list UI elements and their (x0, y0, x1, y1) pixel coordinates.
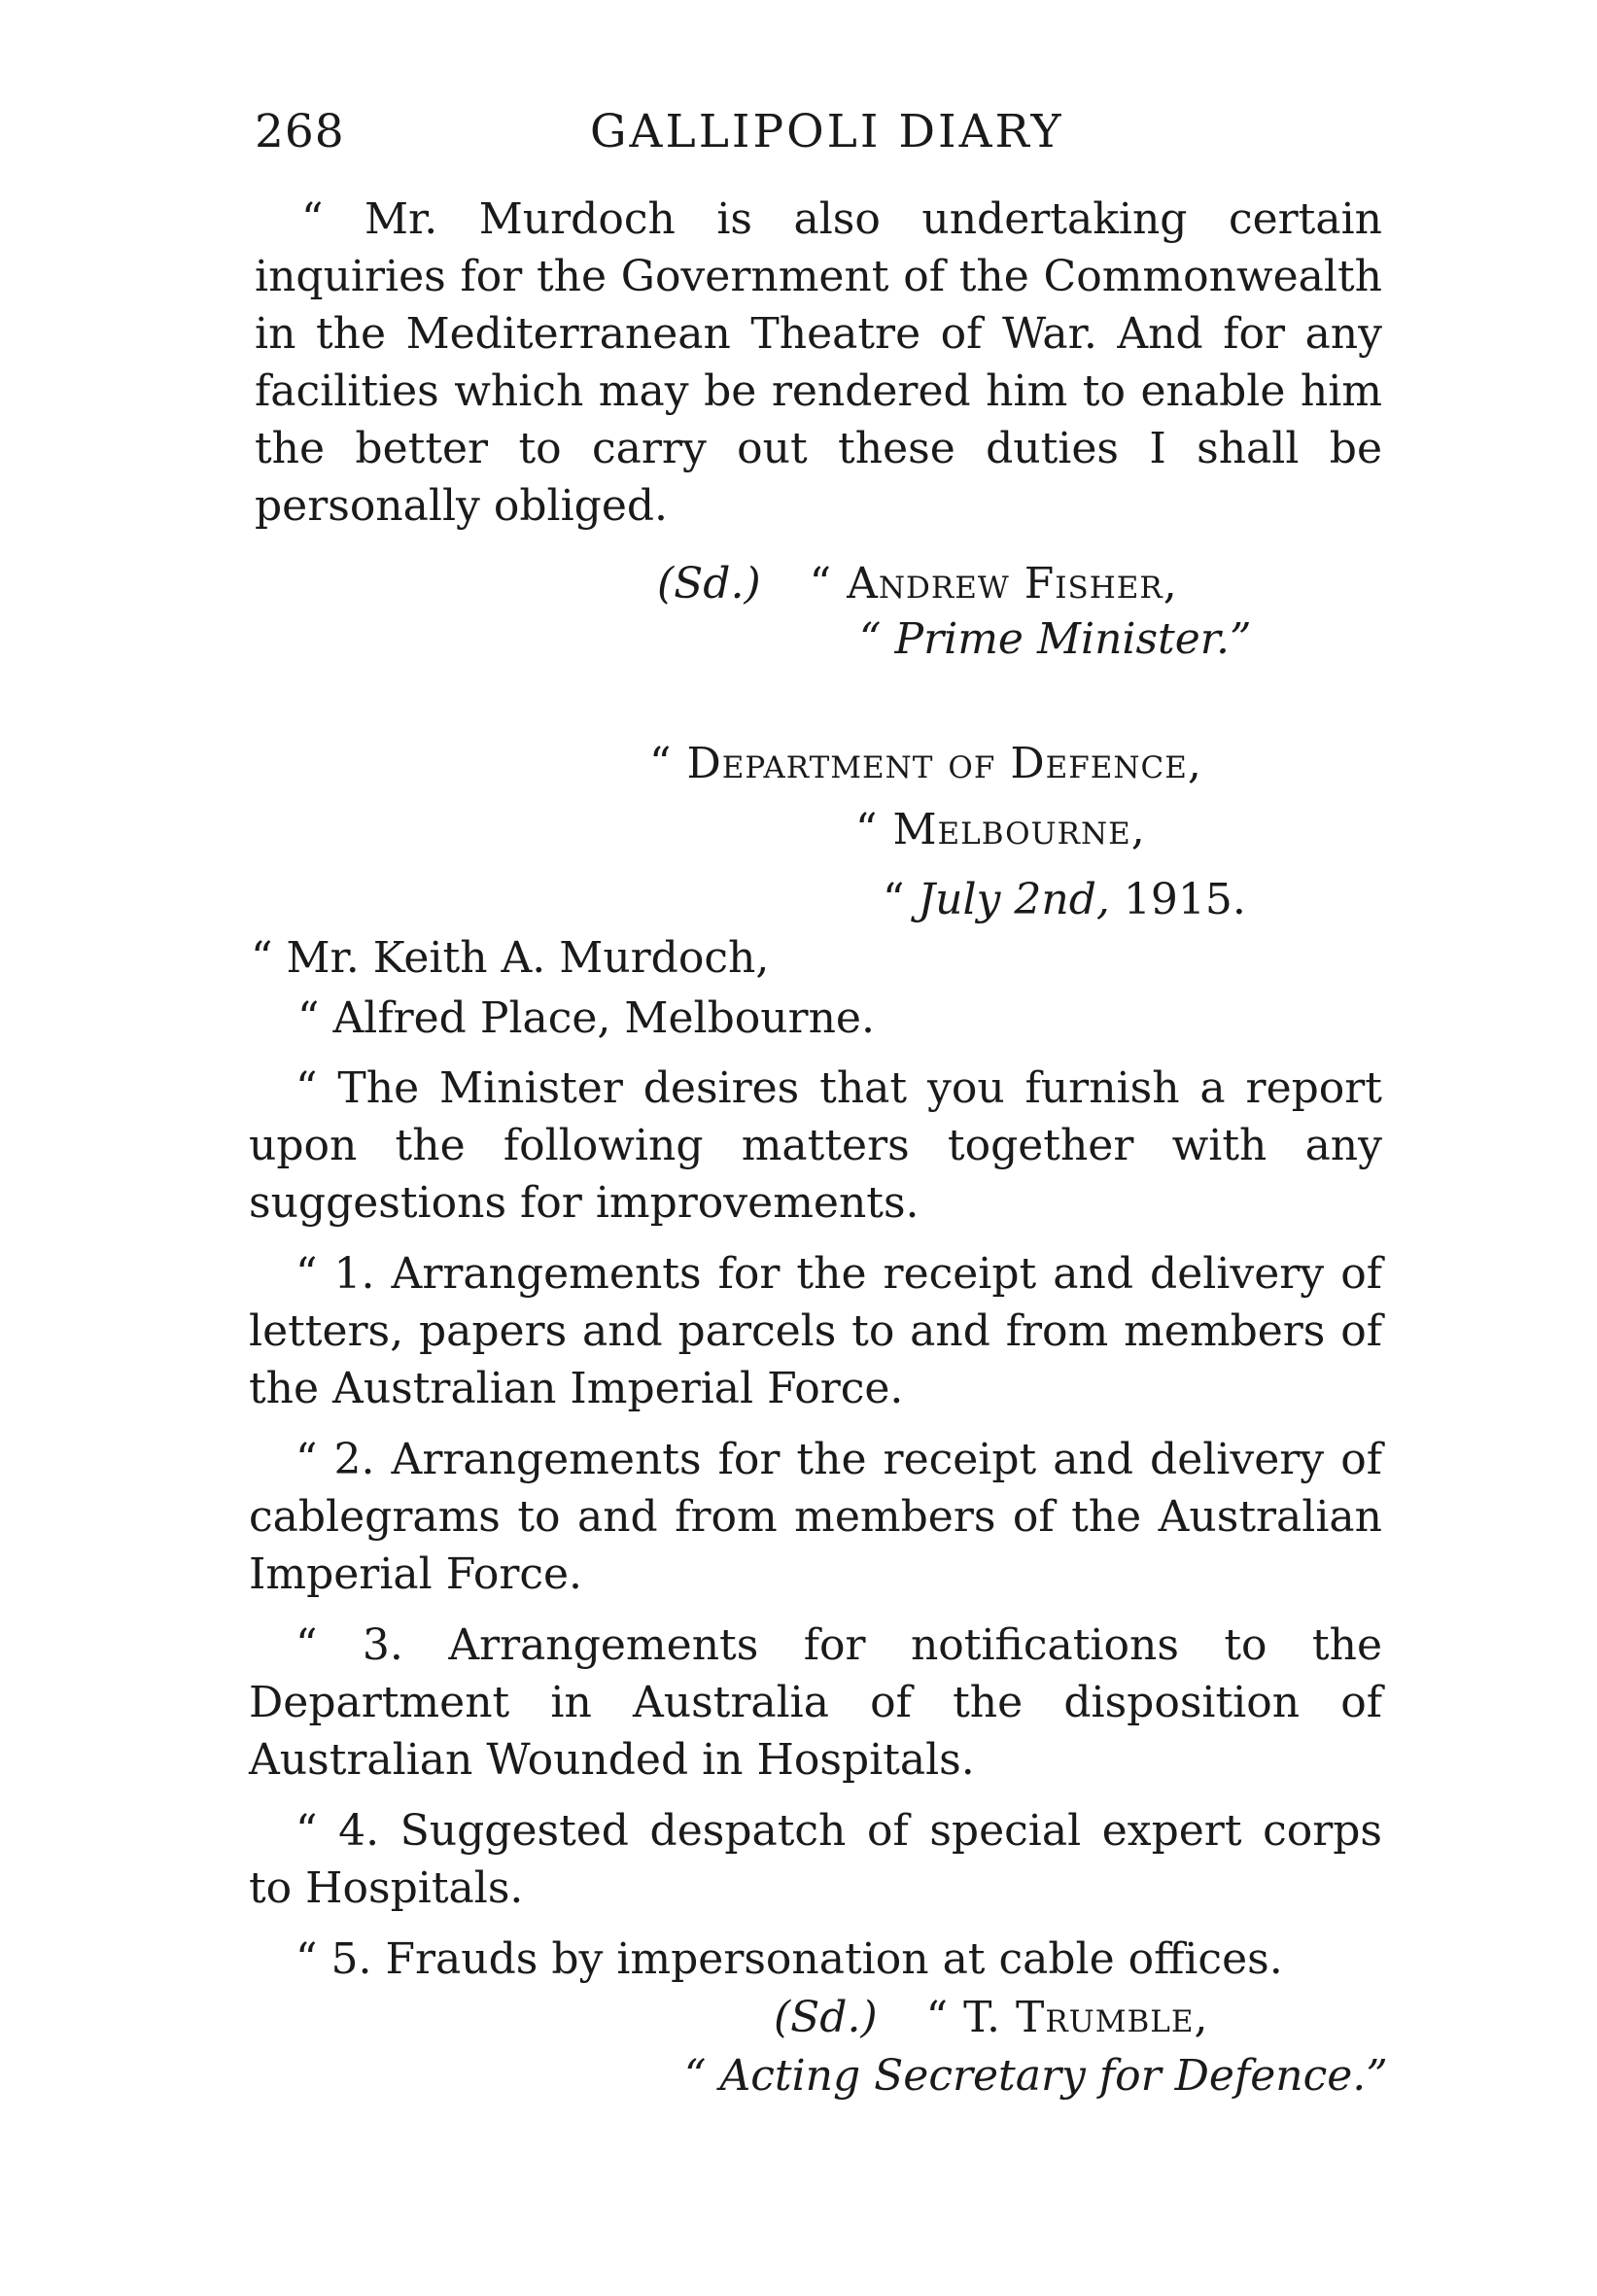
letter2-sd: (Sd.) (774, 1993, 878, 2042)
letter2-department: “ Department of Defence, (649, 739, 1202, 788)
running-title: GALLIPOLI DIARY (590, 105, 1064, 158)
letter2-item-2: “ 2. Arrangements for the receipt and delivery of cablegrams to and from members of the Australian Imperial Force. (249, 1435, 1382, 1599)
page-number: 268 (255, 105, 345, 158)
date-italic: July 2nd, (918, 875, 1110, 924)
letter2-title: “ Acting Secretary for Defence.” (684, 2051, 1388, 2101)
letter2-item-4: “ 4. Suggested despatch of special expert corps to Hospitals. (249, 1806, 1382, 1913)
letter1-paragraph: “ Mr. Murdoch is also undertaking certain inquiries for the Government of the Commonwealth in the Mediterranean Theatre of War. And for any facilities which may be rendered him to enable him the better to carry out these duties I shall be personally obliged. (255, 194, 1382, 531)
letter2-signature-line (774, 1993, 1209, 2042)
letter2-item-5: “ 5. Frauds by impersonation at cable offices. (295, 1934, 1283, 1984)
date-prefix: “ (883, 875, 919, 924)
page-header (255, 105, 1382, 173)
letter2-city: “ Melbourne, (855, 805, 1146, 854)
letter2-signatory: “ T. Trumble, (925, 1993, 1209, 2042)
letter2-body (249, 1060, 1382, 1988)
letter2-date (883, 875, 1246, 924)
letter1-title: “ Prime Minister.” (859, 614, 1252, 664)
letter1-sd: (Sd.) (657, 559, 761, 609)
letter1-signature-line (657, 559, 1178, 609)
letter1-signatory: “ Andrew Fisher, (809, 559, 1178, 609)
letter2-addressee: “ Mr. Keith A. Murdoch, (251, 933, 770, 983)
letter2-address: “ Alfred Place, Melbourne. (297, 993, 875, 1043)
letter2-paragraph-intro: “ The Minister desires that you furnish a report upon the following matters together with any suggestions for improvements. (249, 1063, 1382, 1228)
date-year: 1915. (1109, 875, 1246, 924)
letter2-item-1: “ 1. Arrangements for the receipt and delivery of letters, papers and parcels to and from members of the Australian Imperial Force. (249, 1249, 1382, 1413)
letter2-item-3: “ 3. Arrangements for notifications to the Department in Australia of the disposition of Australian Wounded in Hospitals. (249, 1620, 1382, 1785)
letter1-body (255, 191, 1382, 535)
